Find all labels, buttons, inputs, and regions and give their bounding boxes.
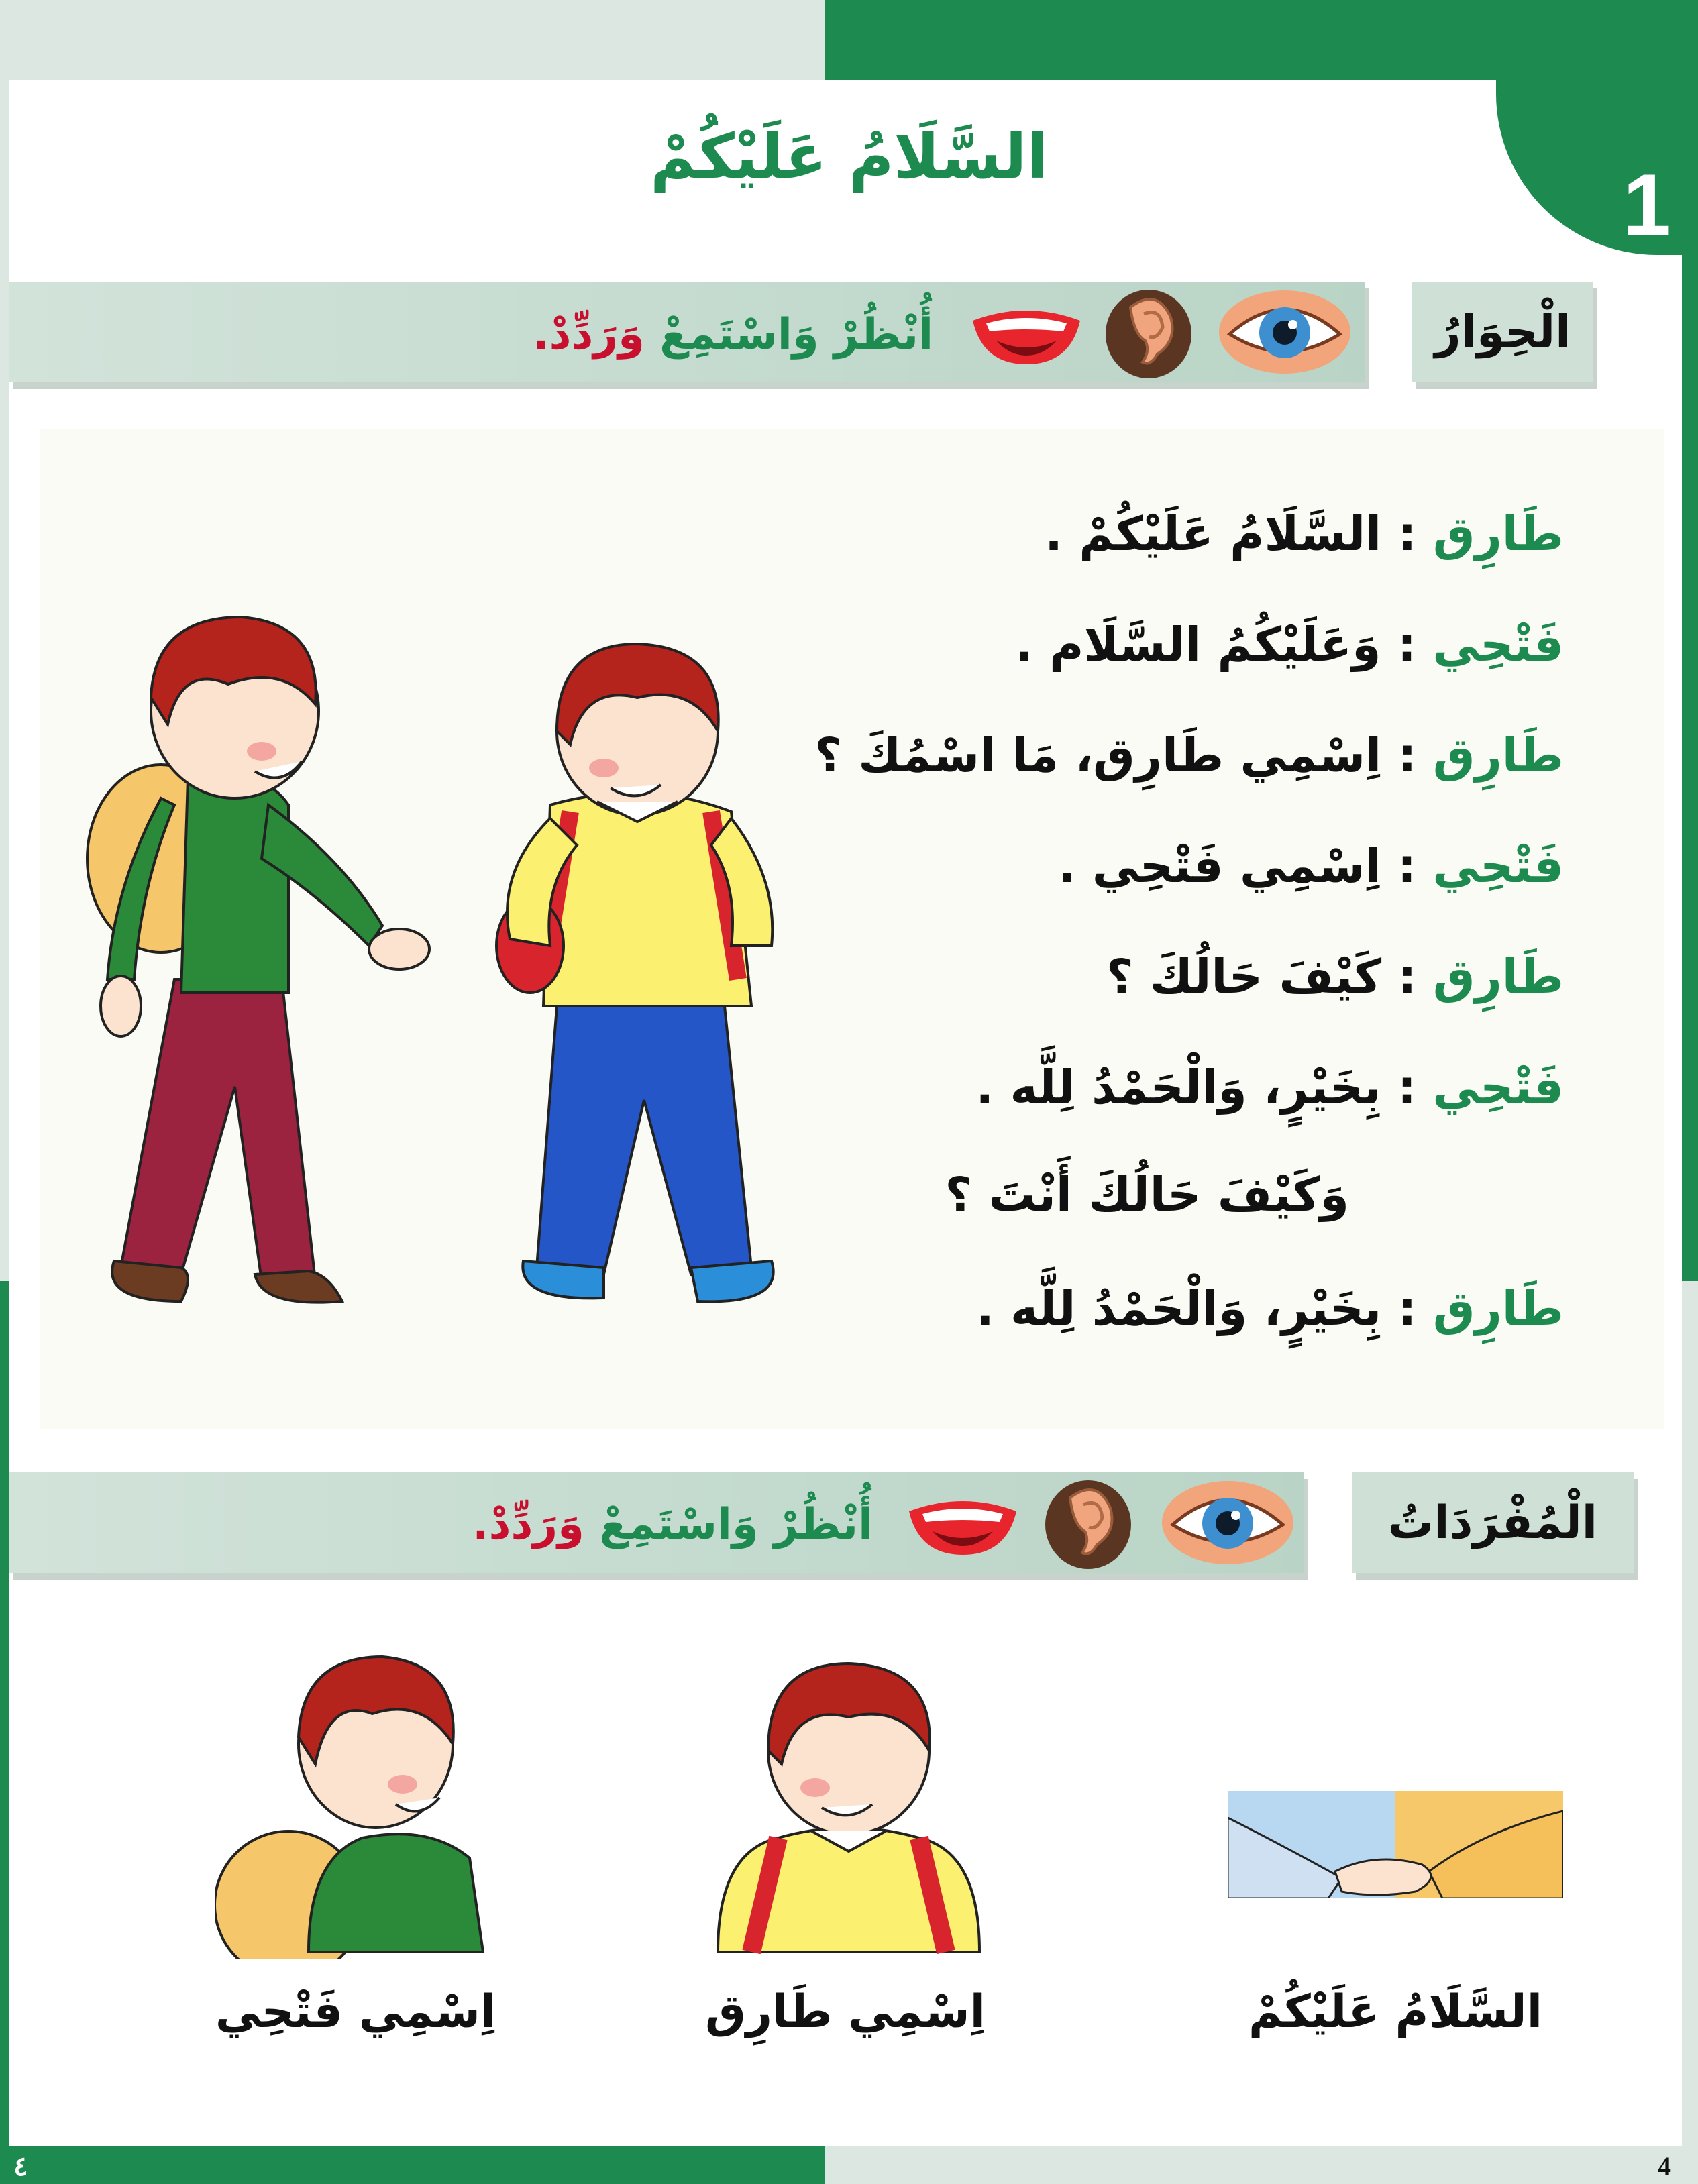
speaker-name: فَتْحِي (1432, 617, 1564, 672)
lesson-number: 1 (1622, 156, 1671, 254)
instruction-green: أُنْظُرْ وَاسْتَمِعْ (599, 1500, 873, 1549)
speaker-separator: : (1397, 617, 1416, 672)
speaker-name: طَارِق (1432, 506, 1564, 561)
frame-left-low (0, 1281, 9, 2184)
speaker-separator: : (1397, 728, 1417, 783)
speaker-name: فَتْحِي (1432, 838, 1564, 893)
instruction-red: وَرَدِّدْ. (533, 310, 645, 360)
dialogue-line (1045, 506, 1564, 561)
dialogue-line (976, 1281, 1564, 1336)
dialogue-label: الْحِوَارُ (1412, 282, 1593, 382)
line-text: كَيْفَ حَالُكَ ؟ (1106, 949, 1382, 1004)
instruction-green: أُنْظُرْ وَاسْتَمِعْ (659, 310, 933, 360)
line-text: اِسْمِي فَتْحِي . (1057, 838, 1381, 893)
vocabulary-caption: السَّلَامُ عَلَيْكُمْ (1248, 1985, 1542, 2038)
boy-yellow-illustration (470, 631, 845, 1342)
vocabulary-caption: اِسْمِي فَتْحِي (215, 1985, 496, 2038)
dialogue-line (1058, 838, 1564, 893)
line-text: وَكَيْفَ حَالُكَ أَنْتَ ؟ (945, 1167, 1349, 1222)
ear-icon (1043, 1478, 1134, 1572)
eye-icon (1218, 288, 1352, 376)
page-number-arabic: ٤ (13, 2151, 28, 2181)
mouth-icon (906, 1491, 1020, 1558)
frame-bottom-right (825, 2146, 1698, 2184)
speaker-separator: : (1397, 949, 1417, 1004)
eye-icon (1161, 1479, 1295, 1566)
speaker-separator: : (1397, 1060, 1416, 1115)
speaker-separator: : (1397, 506, 1417, 561)
ear-icon (1104, 287, 1194, 381)
page-title: السَّلَامُ عَلَيْكُمْ (650, 121, 1048, 193)
vocabulary-caption: اِسْمِي طَارِق (705, 1985, 986, 2038)
page-number: 4 (1658, 2151, 1671, 2181)
mouth-icon (969, 301, 1083, 368)
speaker-separator: : (1397, 1281, 1417, 1336)
dialogue-line-continued (945, 1167, 1349, 1222)
line-text: اِسْمِي طَارِق، مَا اسْمُكَ ؟ (814, 728, 1382, 783)
boy-green-bust (215, 1637, 496, 1959)
speaker-name: طَارِق (1432, 949, 1564, 1004)
dialogue-line (814, 728, 1564, 783)
speaker-name: طَارِق (1432, 728, 1564, 783)
frame-top-left (0, 0, 825, 80)
line-text: بِخَيْرٍ، وَالْحَمْدُ لِلَّه . (976, 1281, 1382, 1336)
dialogue-line (1106, 949, 1564, 1004)
boy-yellow-bust (704, 1637, 993, 1959)
dialogue-line (976, 1060, 1564, 1115)
line-text: السَّلَامُ عَلَيْكُمْ . (1045, 506, 1382, 561)
speaker-name: فَتْحِي (1432, 1060, 1564, 1115)
vocabulary-instruction (472, 1500, 873, 1549)
handshake-illustration (1228, 1791, 1563, 1898)
speaker-separator: : (1397, 838, 1416, 893)
dialogue-instruction (533, 310, 933, 360)
instruction-red: وَرَدِّدْ. (472, 1500, 584, 1549)
dialogue-line (1015, 617, 1564, 672)
frame-top-right (825, 0, 1698, 80)
line-text: وَعَلَيْكُمُ السَّلَام . (1015, 617, 1381, 672)
vocabulary-label: الْمُفْرَدَاتُ (1352, 1472, 1634, 1573)
frame-bottom-left (0, 2146, 825, 2184)
boy-green-illustration (60, 604, 463, 1342)
speaker-name: طَارِق (1432, 1281, 1564, 1336)
frame-right-low (1682, 1281, 1698, 2184)
line-text: بِخَيْرٍ، وَالْحَمْدُ لِلَّه . (975, 1060, 1381, 1115)
